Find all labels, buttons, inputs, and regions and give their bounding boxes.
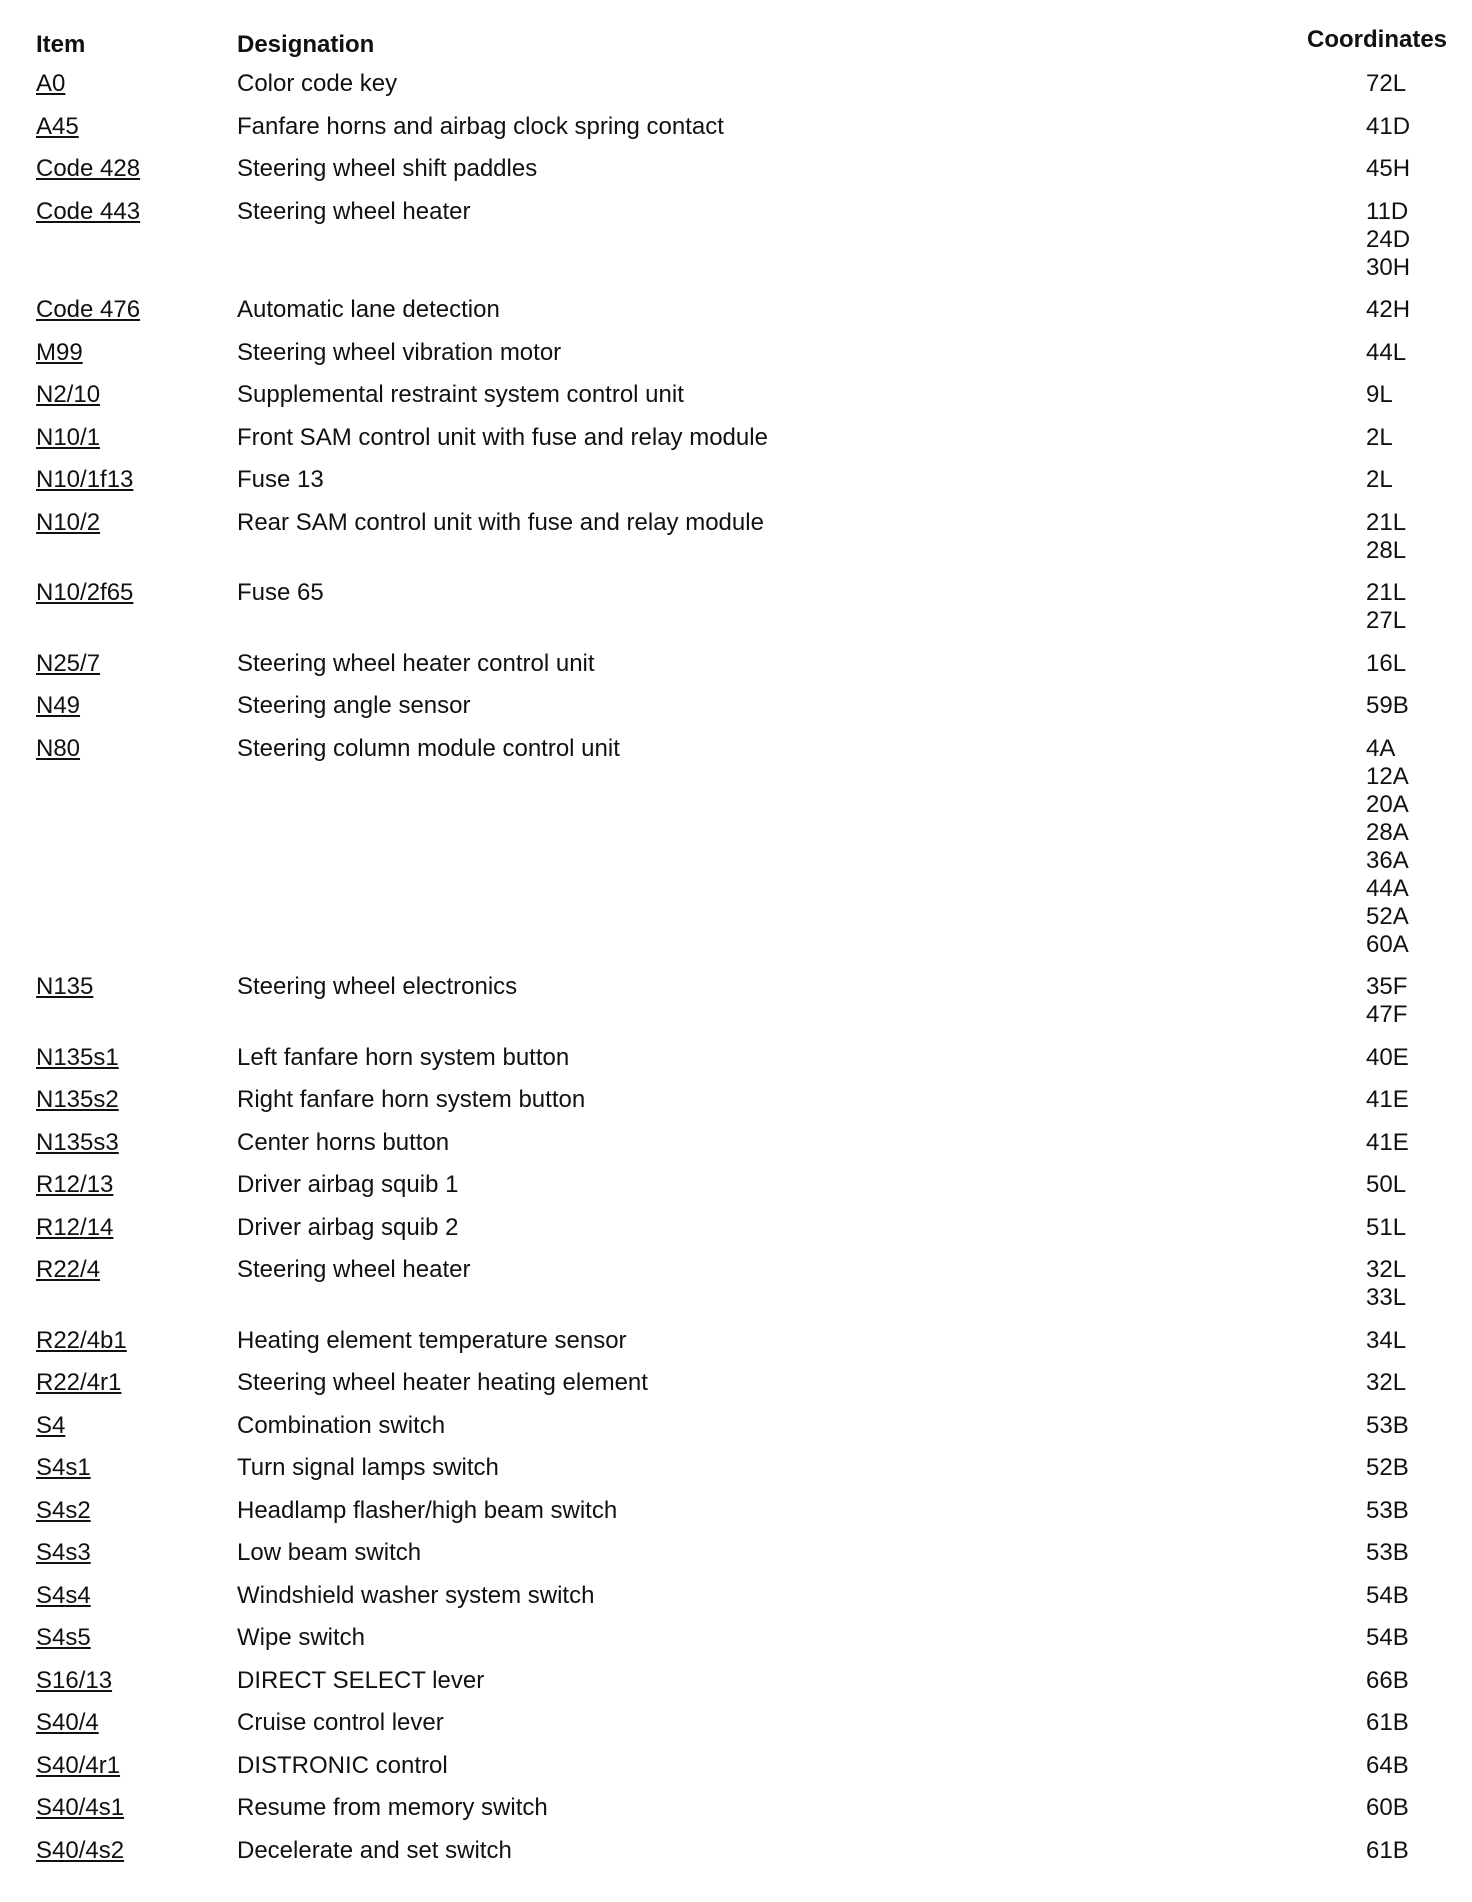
item-link[interactable]: R22/4b1 [36, 1326, 127, 1354]
coordinates-cell [1366, 296, 1436, 324]
coordinate-value: 12A [1366, 762, 1409, 790]
designation-text: Fuse 13 [237, 466, 324, 493]
table-row [0, 1667, 1472, 1710]
coordinate-value: 59B [1366, 692, 1409, 719]
coordinate-value: 24D [1366, 225, 1411, 253]
table-row [0, 1497, 1472, 1540]
table-row [0, 1752, 1472, 1795]
coordinate-value: 21L [1366, 579, 1407, 606]
coordinate-value: 60B [1366, 1794, 1409, 1821]
item-link[interactable]: N49 [36, 692, 81, 719]
coordinate-value: 53B [1366, 1539, 1409, 1566]
designation-text: Steering wheel heater control unit [237, 649, 595, 677]
designation-text: Steering column module control unit [237, 734, 620, 762]
table-row [0, 155, 1472, 198]
coordinates-cell [1366, 579, 1436, 635]
coordinates-cell [1366, 692, 1436, 720]
coordinates-cell [1366, 1624, 1436, 1652]
item-link[interactable]: A45 [36, 112, 79, 140]
coordinates-cell [1366, 1214, 1436, 1242]
coordinate-value: 60A [1366, 930, 1409, 958]
designation-text: Front SAM control unit with fuse and relay module [237, 423, 768, 451]
coordinate-value: 33L [1366, 1284, 1407, 1311]
item-link[interactable]: N10/2 [36, 508, 101, 536]
coordinate-value: 52B [1366, 1454, 1409, 1481]
coordinate-value: 64B [1366, 1751, 1409, 1779]
designation-text: Steering wheel shift paddles [237, 155, 538, 182]
table-row [0, 1086, 1472, 1129]
designation-text: Resume from memory switch [237, 1794, 548, 1821]
table-row [0, 381, 1472, 424]
designation-text: Low beam switch [237, 1539, 422, 1566]
table-row [0, 509, 1472, 580]
coordinates-cell [1366, 381, 1436, 409]
coordinate-value: 61B [1366, 1836, 1409, 1864]
item-link[interactable]: S4s4 [36, 1581, 91, 1609]
item-link[interactable]: R12/13 [36, 1171, 114, 1198]
coordinate-value: 34L [1366, 1326, 1407, 1354]
coordinate-value: 41E [1366, 1086, 1409, 1113]
coordinates-cell [1366, 973, 1436, 1029]
designation-text: Fuse 65 [237, 579, 324, 606]
coordinates-cell [1366, 1044, 1436, 1072]
coordinate-value: 50L [1366, 1171, 1407, 1198]
coordinate-value: 66B [1366, 1666, 1409, 1694]
table-row [0, 1129, 1472, 1172]
coordinate-value: 32L [1366, 1256, 1407, 1283]
item-link[interactable]: N135s3 [36, 1128, 119, 1156]
coordinates-cell [1366, 339, 1436, 367]
designation-text: Fanfare horns and airbag clock spring contact [237, 112, 724, 140]
coordinates-cell [1366, 1171, 1436, 1199]
designation-text: Steering angle sensor [237, 692, 471, 719]
item-link[interactable]: S4 [36, 1411, 66, 1439]
table-row [0, 466, 1472, 509]
coordinate-value: 35F [1366, 973, 1408, 1000]
coordinate-value: 51L [1366, 1213, 1407, 1241]
item-link[interactable]: N80 [36, 734, 81, 762]
designation-text: Headlamp flasher/high beam switch [237, 1496, 618, 1524]
table-row [0, 1582, 1472, 1625]
designation-text: Center horns button [237, 1128, 450, 1156]
coordinates-cell [1366, 1582, 1436, 1610]
item-link[interactable]: N10/1f13 [36, 466, 134, 493]
item-link[interactable]: S4s2 [36, 1496, 91, 1524]
table-row [0, 1709, 1472, 1752]
coordinate-value: 61B [1366, 1709, 1409, 1736]
designation-text: Rear SAM control unit with fuse and relay module [237, 508, 764, 536]
table-row [0, 735, 1472, 974]
table-row [0, 1044, 1472, 1087]
table-row [0, 70, 1472, 113]
coordinates-cell [1366, 650, 1436, 678]
item-link[interactable]: S40/4 [36, 1709, 99, 1736]
table-row [0, 692, 1472, 735]
table-header [0, 0, 1472, 72]
table-row [0, 339, 1472, 382]
table-row [0, 1794, 1472, 1837]
coordinates-cell [1366, 509, 1436, 565]
table-row [0, 1171, 1472, 1214]
designation-text: DIRECT SELECT lever [237, 1666, 485, 1694]
designation-text: Right fanfare horn system button [237, 1086, 586, 1113]
item-link[interactable]: A0 [36, 70, 66, 97]
item-link[interactable]: Code 443 [36, 197, 141, 225]
item-link[interactable]: N10/2f65 [36, 579, 134, 606]
coordinate-value: 11D [1366, 197, 1409, 225]
item-link[interactable]: N10/1 [36, 423, 101, 451]
table-row [0, 650, 1472, 693]
coordinates-cell [1366, 155, 1436, 183]
coordinate-value: 4A [1366, 734, 1396, 762]
table-row [0, 973, 1472, 1044]
coordinates-cell [1366, 1327, 1436, 1355]
coordinate-value: 28A [1366, 818, 1409, 846]
coordinates-cell [1366, 424, 1436, 452]
header-coordinates: Coordinates [1307, 26, 1448, 53]
designation-text: Supplemental restraint system control unit [237, 381, 684, 408]
table-row [0, 113, 1472, 156]
designation-text: Left fanfare horn system button [237, 1043, 570, 1071]
coordinate-value: 32L [1366, 1369, 1407, 1396]
item-link[interactable]: R22/4r1 [36, 1369, 122, 1396]
designation-text: Automatic lane detection [237, 296, 500, 323]
item-link[interactable]: N135s2 [36, 1086, 119, 1113]
coordinate-value: 40E [1366, 1043, 1409, 1071]
item-link[interactable]: Code 428 [36, 155, 141, 182]
designation-text: Driver airbag squib 1 [237, 1171, 459, 1198]
table-row [0, 1454, 1472, 1497]
designation-text: DISTRONIC control [237, 1751, 448, 1779]
coordinates-cell [1366, 198, 1436, 282]
item-link[interactable]: R22/4 [36, 1256, 101, 1283]
item-link[interactable]: S4s1 [36, 1454, 91, 1481]
coordinate-value: 9L [1366, 381, 1393, 408]
item-link[interactable]: S4s5 [36, 1624, 91, 1651]
item-link[interactable]: S40/4s2 [36, 1836, 125, 1864]
coordinates-cell [1366, 466, 1436, 494]
coordinate-value: 2L [1366, 466, 1393, 493]
coordinates-cell [1366, 735, 1436, 959]
coordinate-value: 54B [1366, 1581, 1409, 1609]
coordinates-cell [1366, 1369, 1436, 1397]
item-link[interactable]: S16/13 [36, 1666, 113, 1694]
table-row [0, 1214, 1472, 1257]
item-link[interactable]: S4s3 [36, 1539, 91, 1566]
header-designation: Designation [237, 31, 375, 58]
coordinate-value: 44L [1366, 338, 1407, 366]
coordinates-cell [1366, 1709, 1436, 1737]
coordinate-value: 47F [1366, 1001, 1408, 1028]
coordinate-value: 41E [1366, 1128, 1409, 1156]
designation-text: Steering wheel heater heating element [237, 1369, 648, 1396]
coordinate-value: 41D [1366, 112, 1411, 140]
table-row [0, 1369, 1472, 1412]
coordinates-cell [1366, 1129, 1436, 1157]
item-link[interactable]: S40/4s1 [36, 1794, 125, 1821]
table-row [0, 579, 1472, 650]
designation-text: Steering wheel vibration motor [237, 338, 562, 366]
coordinate-value: 54B [1366, 1624, 1409, 1651]
table-row [0, 1837, 1472, 1880]
table-row [0, 1539, 1472, 1582]
item-link[interactable]: Code 476 [36, 296, 141, 323]
coordinates-cell [1366, 1667, 1436, 1695]
designation-text: Turn signal lamps switch [237, 1454, 499, 1481]
designation-text: Decelerate and set switch [237, 1836, 512, 1864]
coordinates-cell [1366, 1454, 1436, 1482]
item-link[interactable]: N135 [36, 973, 94, 1000]
coordinate-value: 53B [1366, 1411, 1409, 1439]
designation-text: Wipe switch [237, 1624, 366, 1651]
coordinate-value: 52A [1366, 902, 1409, 930]
coordinate-value: 2L [1366, 423, 1393, 451]
coordinates-cell [1366, 1837, 1436, 1865]
coordinates-cell [1366, 70, 1436, 98]
designation-text: Combination switch [237, 1411, 446, 1439]
table-row [0, 198, 1472, 297]
coordinate-value: 27L [1366, 607, 1407, 634]
item-link[interactable]: S40/4r1 [36, 1751, 121, 1779]
table-row [0, 1256, 1472, 1327]
coordinate-value: 53B [1366, 1496, 1409, 1524]
coordinate-value: 36A [1366, 846, 1409, 874]
designation-text: Driver airbag squib 2 [237, 1213, 459, 1241]
designation-text: Windshield washer system switch [237, 1581, 595, 1609]
header-item: Item [36, 31, 86, 58]
coordinates-cell [1366, 1752, 1436, 1780]
coordinate-value: 21L [1366, 508, 1407, 536]
designation-text: Steering wheel heater [237, 1256, 471, 1283]
designation-text: Color code key [237, 70, 398, 97]
coordinates-cell [1366, 1497, 1436, 1525]
designation-text: Cruise control lever [237, 1709, 444, 1736]
designation-text: Steering wheel heater [237, 197, 471, 225]
coordinate-value: 72L [1366, 70, 1407, 97]
coordinate-value: 16L [1366, 649, 1407, 677]
item-link[interactable]: N25/7 [36, 649, 101, 677]
table-row [0, 1412, 1472, 1455]
coordinate-value: 44A [1366, 874, 1409, 902]
item-link[interactable]: N135s1 [36, 1043, 119, 1071]
coordinates-cell [1366, 1256, 1436, 1312]
item-link[interactable]: N2/10 [36, 381, 101, 408]
item-link[interactable]: M99 [36, 338, 83, 366]
component-table [0, 70, 1472, 1879]
designation-text: Steering wheel electronics [237, 973, 518, 1000]
coordinates-cell [1366, 1412, 1436, 1440]
item-link[interactable]: R12/14 [36, 1213, 114, 1241]
table-row [0, 296, 1472, 339]
coordinates-cell [1366, 1086, 1436, 1114]
coordinates-cell [1366, 1794, 1436, 1822]
table-row [0, 1624, 1472, 1667]
coordinates-cell [1366, 113, 1436, 141]
coordinate-value: 45H [1366, 155, 1411, 182]
table-row [0, 424, 1472, 467]
table-row [0, 1327, 1472, 1370]
designation-text: Heating element temperature sensor [237, 1326, 627, 1354]
coordinates-cell [1366, 1539, 1436, 1567]
coordinate-value: 30H [1366, 253, 1411, 281]
coordinate-value: 20A [1366, 790, 1409, 818]
coordinate-value: 42H [1366, 296, 1411, 323]
coordinate-value: 28L [1366, 536, 1407, 564]
